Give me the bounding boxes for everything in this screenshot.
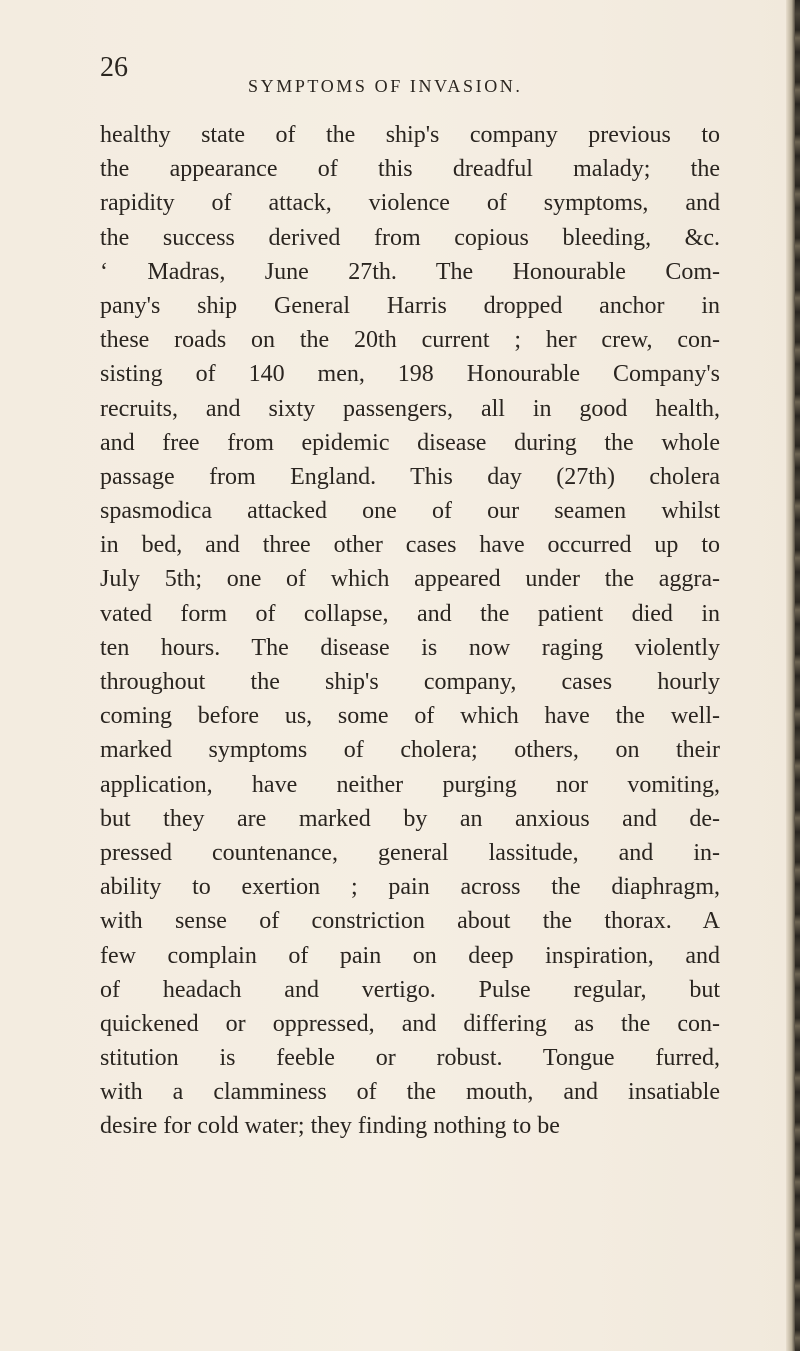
text-line: throughout the ship's company, cases hourly — [100, 669, 720, 695]
text-line: pany's ship General Harris dropped anchor in — [100, 292, 720, 319]
text-line: in bed, and three other cases have occurred up to — [100, 532, 720, 559]
text-line: ‘ Madras, June 27th. The Honourable Com- — [100, 258, 720, 285]
text-line: of headach and vertigo. Pulse regular, but — [100, 976, 720, 1003]
text-line: application, have neither purging nor vomiting, — [100, 771, 720, 798]
text-line: but they are marked by an anxious and de- — [100, 805, 720, 832]
text-line: stitution is feeble or robust. Tongue furred, — [100, 1045, 720, 1072]
text-line: with sense of constriction about the thorax. A — [100, 908, 720, 935]
page-number: 26 — [100, 52, 128, 83]
text-line: with a clamminess of the mouth, and insatiable — [100, 1079, 720, 1106]
text-line: quickened or oppressed, and differing as the con- — [100, 1010, 720, 1037]
text-line: sisting of 140 men, 198 Honourable Company's — [100, 361, 720, 388]
text-line: passage from England. This day (27th) cholera — [100, 463, 720, 490]
text-line: spasmodica attacked one of our seamen whilst — [100, 498, 720, 525]
text-line: these roads on the 20th current ; her crew, con- — [100, 327, 720, 354]
page-binding-edge — [786, 0, 800, 1351]
text-line: and free from epidemic disease during the whole — [100, 429, 720, 456]
text-line: rapidity of attack, violence of symptoms, and — [100, 190, 720, 217]
text-line: the success derived from copious bleeding, &c. — [100, 224, 720, 251]
running-head: SYMPTOMS OF INVASION. — [248, 76, 523, 96]
text-line: healthy state of the ship's company previous to — [100, 122, 720, 148]
text-line: recruits, and sixty passengers, all in good health, — [100, 395, 720, 422]
text-line: desire for cold water; they finding nothing to be — [100, 1113, 560, 1140]
text-line: the appearance of this dreadful malady; the — [100, 156, 720, 183]
text-line: ability to exertion ; pain across the diaphragm, — [100, 874, 720, 901]
text-line: few complain of pain on deep inspiration, and — [100, 942, 720, 969]
text-line: vated form of collapse, and the patient died in — [100, 600, 720, 627]
text-line: pressed countenance, general lassitude, and in- — [100, 839, 720, 866]
text-line: July 5th; one of which appeared under the aggra- — [100, 566, 720, 593]
text-line: ten hours. The disease is now raging violently — [100, 634, 720, 661]
text-line: coming before us, some of which have the well- — [100, 703, 720, 730]
body-text — [100, 118, 720, 1144]
text-line: marked symptoms of cholera; others, on their — [100, 737, 720, 764]
